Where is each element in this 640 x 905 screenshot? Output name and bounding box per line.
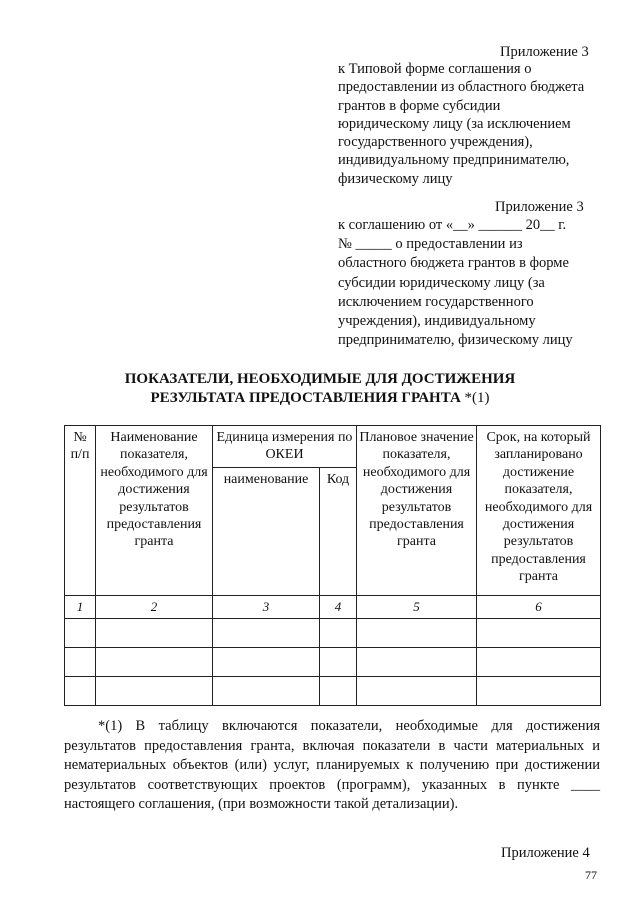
heading-line-1: ПОКАЗАТЕЛИ, НЕОБХОДИМЫЕ ДЛЯ ДОСТИЖЕНИЯ — [124, 371, 516, 387]
appendix-agreement-line: № _____ о предоставлении из — [338, 236, 523, 253]
indicators-table — [64, 425, 601, 706]
header-indicator-name: Наименование показателя, необходимого для достижения результатов предоставления гранта — [96, 426, 213, 596]
header-unit-name: наименование — [213, 468, 320, 596]
appendix-agreement-title: Приложение 3 — [495, 199, 584, 215]
appendix-top-title: Приложение 3 — [500, 44, 589, 60]
table-cell — [357, 648, 477, 677]
table-cell — [320, 648, 357, 677]
column-number: 1 — [65, 596, 96, 619]
table-cell — [65, 648, 96, 677]
appendix-agreement-text — [338, 216, 600, 350]
table-cell — [213, 648, 320, 677]
table-cell — [320, 619, 357, 648]
header-unit-code: Код — [320, 468, 357, 596]
appendix-agreement-line: к соглашению от «__» ______ 20__ г. — [338, 217, 567, 233]
table-cell — [477, 619, 601, 648]
table-cell — [96, 648, 213, 677]
appendix-top-line: индивидуальному предпринимателю, — [338, 152, 570, 169]
table-cell — [65, 677, 96, 706]
appendix-top-line: предоставлении из областного бюджета — [338, 79, 585, 96]
appendix-top-text — [338, 60, 600, 188]
header-no: № п/п — [65, 426, 96, 596]
table-cell — [96, 677, 213, 706]
appendix-agreement-line: субсидии юридическому лицу (за — [338, 274, 545, 291]
table-cell — [96, 619, 213, 648]
table-row — [65, 648, 601, 677]
column-number: 3 — [213, 596, 320, 619]
table-cell — [213, 677, 320, 706]
table-cell — [65, 619, 96, 648]
column-number: 2 — [96, 596, 213, 619]
appendix-agreement-line: предпринимателю, физическому лицу — [338, 332, 573, 349]
table-column-numbers-row — [65, 596, 601, 619]
table-cell — [357, 677, 477, 706]
table-cell — [357, 619, 477, 648]
column-number: 6 — [477, 596, 601, 619]
appendix-agreement-line: учреждения), индивидуальному — [338, 313, 536, 330]
next-appendix-title: Приложение 4 — [501, 845, 590, 861]
column-number: 5 — [357, 596, 477, 619]
header-deadline: Срок, на который запланировано достижение показателя, необходимого для достижения результатов предоставления гранта — [477, 426, 601, 596]
table-cell — [477, 677, 601, 706]
heading-line-2 — [40, 389, 600, 408]
column-number: 4 — [320, 596, 357, 619]
table-cell — [320, 677, 357, 706]
table-row — [65, 677, 601, 706]
heading-footnote-mark: *(1) — [460, 390, 490, 406]
page-number: 77 — [585, 868, 597, 882]
appendix-top-line: государственного учреждения), — [338, 134, 533, 151]
appendix-agreement-line: областного бюджета грантов в форме — [338, 255, 569, 272]
table-header-row — [65, 426, 601, 468]
appendix-top-line: юридическому лицу (за исключением — [338, 115, 571, 132]
appendix-top-line: грантов в форме субсидии — [338, 97, 501, 114]
footnote: *(1) В таблицу включаются показатели, необходимые для достижения результатов предоставления гранта, включая показатели в части материальных и нематериальных объектов (или) услуг, планируемых к получению при достижении результатов соответствующих проектов (программ), указанных в пункте ____ настоящего соглашения, (при возможности такой детализации). — [64, 718, 600, 813]
appendix-agreement-line: исключением государственного — [338, 293, 534, 310]
header-unit: Единица измерения по ОКЕИ — [213, 426, 357, 468]
document-heading — [40, 370, 600, 408]
appendix-top-line: физическому лицу — [338, 170, 453, 187]
header-planned-value: Плановое значение показателя, необходимого для достижения результатов предоставления гранта — [357, 426, 477, 596]
table-cell — [477, 648, 601, 677]
heading-line-2-text: РЕЗУЛЬТАТА ПРЕДОСТАВЛЕНИЯ ГРАНТА — [150, 390, 461, 406]
table-row — [65, 619, 601, 648]
table-cell — [213, 619, 320, 648]
appendix-top-line: к Типовой форме соглашения о — [338, 61, 532, 77]
